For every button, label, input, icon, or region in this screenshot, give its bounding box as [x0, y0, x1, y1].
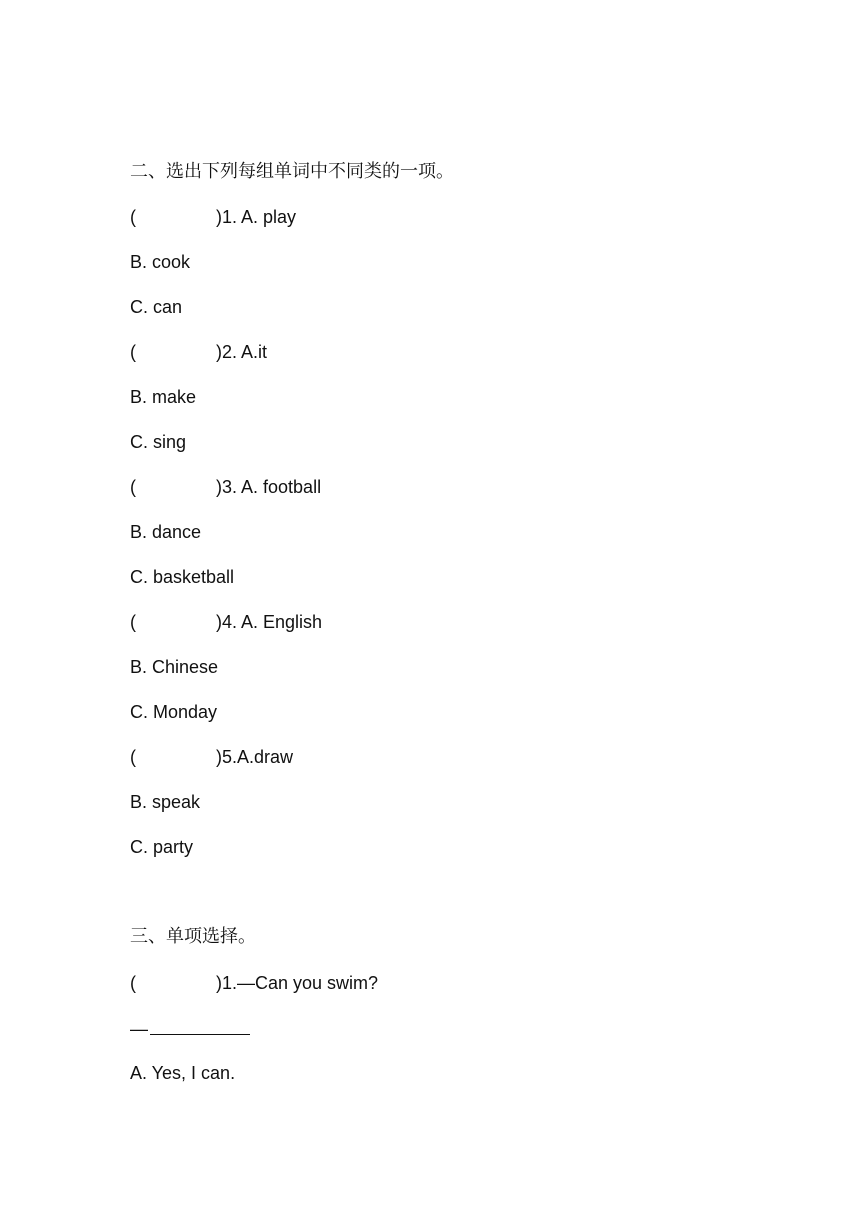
option-b: B. speak	[130, 792, 201, 812]
answer-dash: —	[130, 1019, 148, 1039]
option-c: C. basketball	[130, 567, 235, 587]
question-2	[130, 340, 730, 364]
question-stem: )1.—Can you swim?	[216, 973, 379, 993]
question-stem: )1. A. play	[216, 207, 297, 227]
question-4	[130, 610, 730, 634]
option-b: B. make	[130, 387, 197, 407]
section-3-heading: 三、单项选择。	[130, 926, 256, 947]
option-a: A. Yes, I can.	[130, 1063, 236, 1083]
answer-paren-open: (	[130, 612, 136, 632]
question-stem: )4. A. English	[216, 612, 323, 632]
option-c: C. can	[130, 297, 183, 317]
option-b: B. dance	[130, 522, 202, 542]
section-2-heading: 二、选出下列每组单词中不同类的一项。	[130, 161, 454, 182]
question-1	[130, 205, 730, 229]
question-3	[130, 475, 730, 499]
question-stem: )5.A.draw	[216, 747, 294, 767]
choice-question-1	[130, 971, 730, 995]
option-b: B. Chinese	[130, 657, 219, 677]
question-5	[130, 745, 730, 769]
answer-blank	[150, 1016, 250, 1035]
option-c: C. party	[130, 837, 194, 857]
option-b: B. cook	[130, 252, 191, 272]
answer-paren-open: (	[130, 973, 136, 993]
option-c: C. Monday	[130, 702, 218, 722]
answer-paren-open: (	[130, 747, 136, 767]
question-stem: )3. A. football	[216, 477, 322, 497]
question-stem: )2. A.it	[216, 342, 268, 362]
answer-line	[130, 1016, 250, 1041]
answer-paren-open: (	[130, 477, 136, 497]
answer-paren-open: (	[130, 342, 136, 362]
answer-paren-open: (	[130, 207, 136, 227]
option-c: C. sing	[130, 432, 187, 452]
